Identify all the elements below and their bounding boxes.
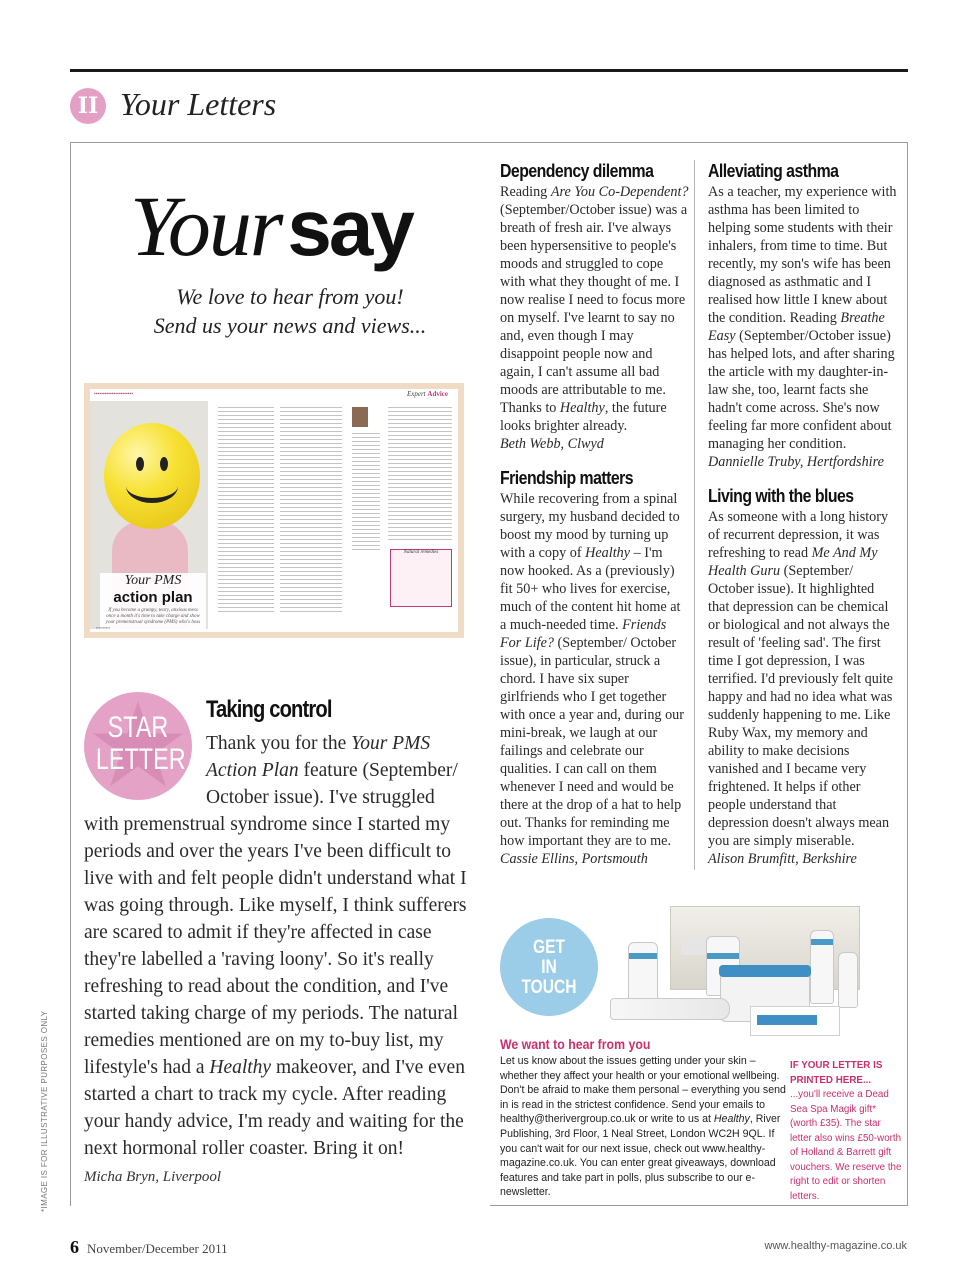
letter-body: As a teacher, my experience with asthma has been limited to helping some students with their inhalers, from time to time. But recently, my son's wife has been diagnosed as asthmatic and I realised how little I knew about the condition. Reading Breathe Easy (September/October issue) has helped lots, and after sharing the article with my daughter-in-law she, too, learnt facts she hadn't come across. She's now feeling far more confident about managing her condition. bbox=[708, 184, 897, 452]
article-thumbnail bbox=[84, 383, 464, 638]
smiley-balloon-icon bbox=[104, 423, 200, 529]
product-gift-set-image bbox=[610, 902, 908, 1042]
letter-alleviating-asthma bbox=[708, 160, 898, 471]
letter-living-with-the-blues bbox=[708, 485, 898, 868]
thumbnail-spread bbox=[90, 389, 458, 632]
thumbnail-topnote: ▪▪▪▪▪▪▪▪▪▪▪▪▪▪▪▪▪▪▪▪▪▪ bbox=[94, 391, 133, 397]
thumbnail-text-column bbox=[352, 433, 380, 553]
letter-heading: Living with the blues bbox=[708, 486, 854, 506]
illustrative-note: *IMAGE IS FOR ILLUSTRATIVE PURPOSES ONLY bbox=[40, 1010, 49, 1212]
your-say-say: say bbox=[287, 183, 412, 272]
column-divider bbox=[694, 160, 695, 870]
get-in-touch-bubble: GET IN TOUCH bbox=[500, 918, 598, 1016]
letter-body: While recovering from a spinal surgery, my husband decided to boost my mood by turning up with a copy of Healthy – I'm now hooked. As a (previously) fit 50+ who lives for exercise, much of the content hit home at a much-needed time. Friends For Life? (September/ October issue), in particular, struck a chord. I have six super girlfriends who I get together with once a year and, during our mini-break, we laugh at our failings and celebrate our qualities. I can call on them whenever I need and would be there at the drop of a hat to help out. Thanks for reminding me how important they are to me. bbox=[500, 491, 684, 849]
letter-body: As someone with a long history of recurrent depression, it was refreshing to read Me And My Health Guru (September/ October issue). It highlighted that depression can be chemical or biological and not always the result of 'feeling sad'. The first time I got depression, I was terrified. I'd previously felt quite happy and had no idea what was suddenly happening to me. Like Ruby Wax, my memory and ability to make decisions vanished and I became very frightened. It helps if other people understand that depression doesn't always mean you are simply miserable. bbox=[708, 509, 893, 849]
letter-signature: Beth Webb, Clwyd bbox=[500, 436, 604, 452]
your-say-subtitle bbox=[120, 282, 460, 340]
letter-signature: Dannielle Truby, Hertfordshire bbox=[708, 454, 884, 470]
tube-icon bbox=[610, 998, 730, 1020]
promo-body: ...you'll receive a Dead Sea Spa Magik gift* (worth £35). The star letter also wins £50-worth of Holland & Barrett gift vouchers. We reserve the right to edit or shorten letters. bbox=[790, 1089, 902, 1202]
star-letter-intro: Thank you for the Your PMS Action Plan feature (September/ October issue). I've struggled bbox=[206, 733, 458, 808]
letter-heading: Friendship matters bbox=[500, 468, 634, 488]
letter-signature: Alison Brumfitt, Berkshire bbox=[708, 851, 857, 867]
thumbnail-caption: Your PMS action plan If you become a grumpy, teary, anxious mess once a month it's time to take charge and show your premenstrual syndrome (PMS) who's boss bbox=[100, 573, 206, 632]
letter-friendship-matters bbox=[500, 467, 690, 868]
top-rule bbox=[70, 69, 908, 72]
thumbnail-photo bbox=[90, 401, 208, 629]
section-title: Your Letters bbox=[120, 86, 277, 122]
star-letter-badge: STAR LETTER bbox=[84, 692, 192, 800]
prize-promo bbox=[790, 1059, 902, 1204]
contact-body: Let us know about the issues getting under your skin – whether they affect your health or your emotional wellbeing. Don't be afraid to make them personal – everything you send in is read in the strictest confidence. Send your emails to healthy@therivergroup.co.uk or write to us at Healthy, River Publishing, 3rd Floor, 1 Neal Street, London WC2H 9QL. If you can't wait for our next issue, check out www.healthy-magazine.co.uk. You can enter great giveaways, download features and take part in polls, plus subscribe to our e-newsletter. bbox=[500, 1055, 786, 1199]
promo-heading: IF YOUR LETTER IS PRINTED HERE... bbox=[790, 1060, 883, 1086]
your-say-title bbox=[130, 176, 460, 276]
star-letter-signature: Micha Bryn, Liverpool bbox=[84, 1169, 222, 1185]
thumbnail-text-column bbox=[218, 407, 274, 612]
issue-date: November/December 2011 bbox=[87, 1241, 228, 1256]
thumbnail-footer: ▪▪▪▪▪▪▪▪▪▪ bbox=[96, 625, 111, 630]
star-letter-body: with premenstrual syndrome since I started my periods and over the years I've been difficult to live with and felt people didn't understand what I was going through. Like myself, I think sufferers are scared to admit if they're affected in case they're labelled a 'raving loony'. So it's really refreshing to read about the condition, and I've started taking charge of my periods. The natural remedies mentioned are on my to-buy list, my lifestyle's had a Healthy makeover, and I've even started a chart to track my cycle. After reading your handy advice, I'm ready and waiting for the next hormonal roller coaster. Bring it on! bbox=[84, 814, 467, 1159]
contact-heading: We want to hear from you bbox=[500, 1036, 651, 1052]
letter-body: Reading Are You Co-Dependent? (September/October issue) was a breath of fresh air. I've always been hypersensitive to people's moods and struggled to cope with what they thought of me. I now realise I need to focus more on myself. I've learnt to say no and, even though I may disappoint people now and again, I can't assume all bad moods are attributable to me. Thanks to Healthy, the future looks brighter already. bbox=[500, 184, 689, 434]
bottle-icon bbox=[810, 930, 834, 1004]
thumbnail-text-column bbox=[388, 407, 452, 543]
thumbnail-text-column bbox=[280, 407, 342, 612]
thumbnail-header: Expert Advice bbox=[406, 390, 448, 398]
page-folio bbox=[70, 1237, 228, 1258]
bottle-icon bbox=[838, 952, 858, 1008]
star-letter-heading: Taking control bbox=[206, 696, 332, 723]
subtitle-line-2: Send us your news and views... bbox=[153, 313, 427, 338]
thumbnail-remedies-box: Natural remedies bbox=[390, 549, 452, 607]
sachet-icon bbox=[750, 1006, 840, 1036]
your-say-your: Your bbox=[130, 178, 282, 274]
letter-signature: Cassie Ellins, Portsmouth bbox=[500, 851, 648, 867]
subtitle-line-1: We love to hear from you! bbox=[176, 284, 404, 309]
section-badge: II bbox=[70, 88, 106, 124]
letter-heading: Alleviating asthma bbox=[708, 161, 839, 181]
frame-bottom-rule bbox=[490, 1205, 908, 1206]
website-url: www.healthy-magazine.co.uk bbox=[764, 1240, 907, 1252]
expert-portrait bbox=[352, 407, 368, 427]
letter-heading: Dependency dilemma bbox=[500, 161, 654, 181]
page-number: 6 bbox=[70, 1237, 79, 1257]
letter-dependency-dilemma bbox=[500, 160, 690, 453]
